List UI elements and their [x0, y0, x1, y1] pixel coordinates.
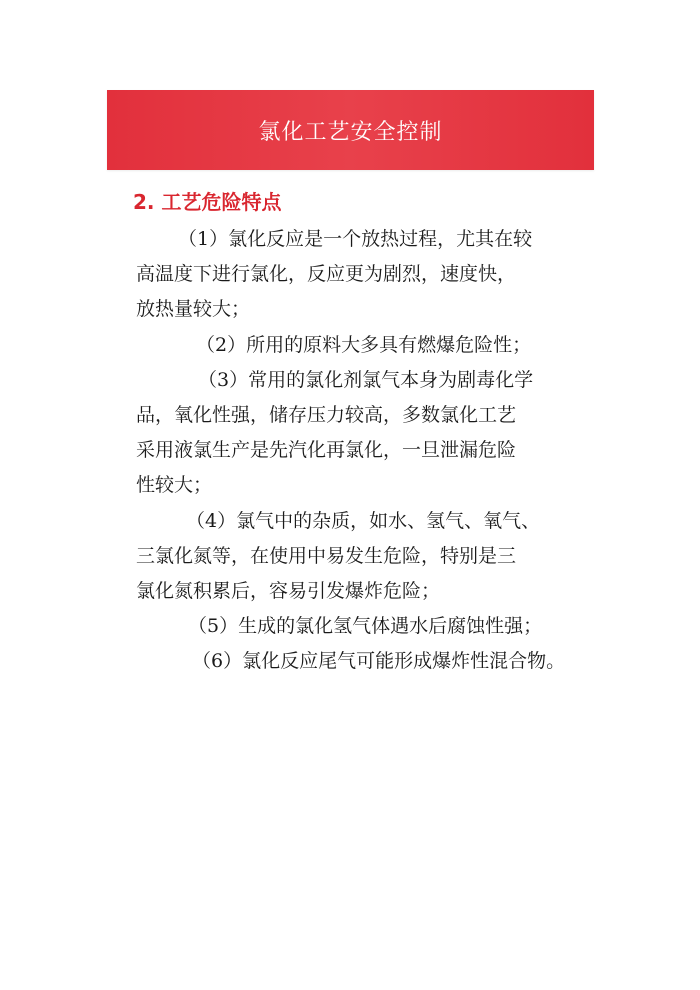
text-line: （2）所用的原料大多具有燃爆危险性； [196, 333, 532, 356]
text-line: 高温度下进行氯化，反应更为剧烈，速度快， [136, 263, 517, 286]
page-title: 氯化工艺安全控制 [258, 119, 443, 145]
paragraph-1 [136, 222, 596, 328]
text-line: （6）氯化反应尾气可能形成爆炸性混合物。 [192, 650, 566, 673]
title-banner [107, 90, 594, 170]
text-line: 氯化氮积累后，容易引发爆炸危险； [136, 579, 441, 602]
text-line: （4）氯气中的杂质，如水、氢气、氧气、 [186, 509, 541, 532]
document-body [136, 222, 596, 679]
text-line: （3）常用的氯化剂氯气本身为剧毒化学 [198, 368, 534, 391]
section-heading: 2. 工艺危险特点 [133, 190, 282, 214]
text-line: 品，氧化性强，储存压力较高，多数氯化工艺 [136, 403, 517, 426]
paragraph-6 [136, 644, 596, 679]
text-line: 采用液氯生产是先汽化再氯化，一旦泄漏危险 [136, 439, 517, 462]
paragraph-2 [136, 328, 596, 363]
paragraph-3 [136, 363, 596, 504]
text-line: 三氯化氮等，在使用中易发生危险，特别是三 [136, 544, 517, 567]
text-line: （1）氯化反应是一个放热过程，尤其在较 [178, 228, 533, 250]
text-line: 性较大； [136, 474, 213, 497]
text-line: （5）生成的氯化氢气体遇水后腐蚀性强； [188, 615, 543, 638]
paragraph-5 [136, 609, 596, 644]
paragraph-4 [136, 504, 596, 610]
text-line: 放热量较大； [136, 298, 251, 321]
